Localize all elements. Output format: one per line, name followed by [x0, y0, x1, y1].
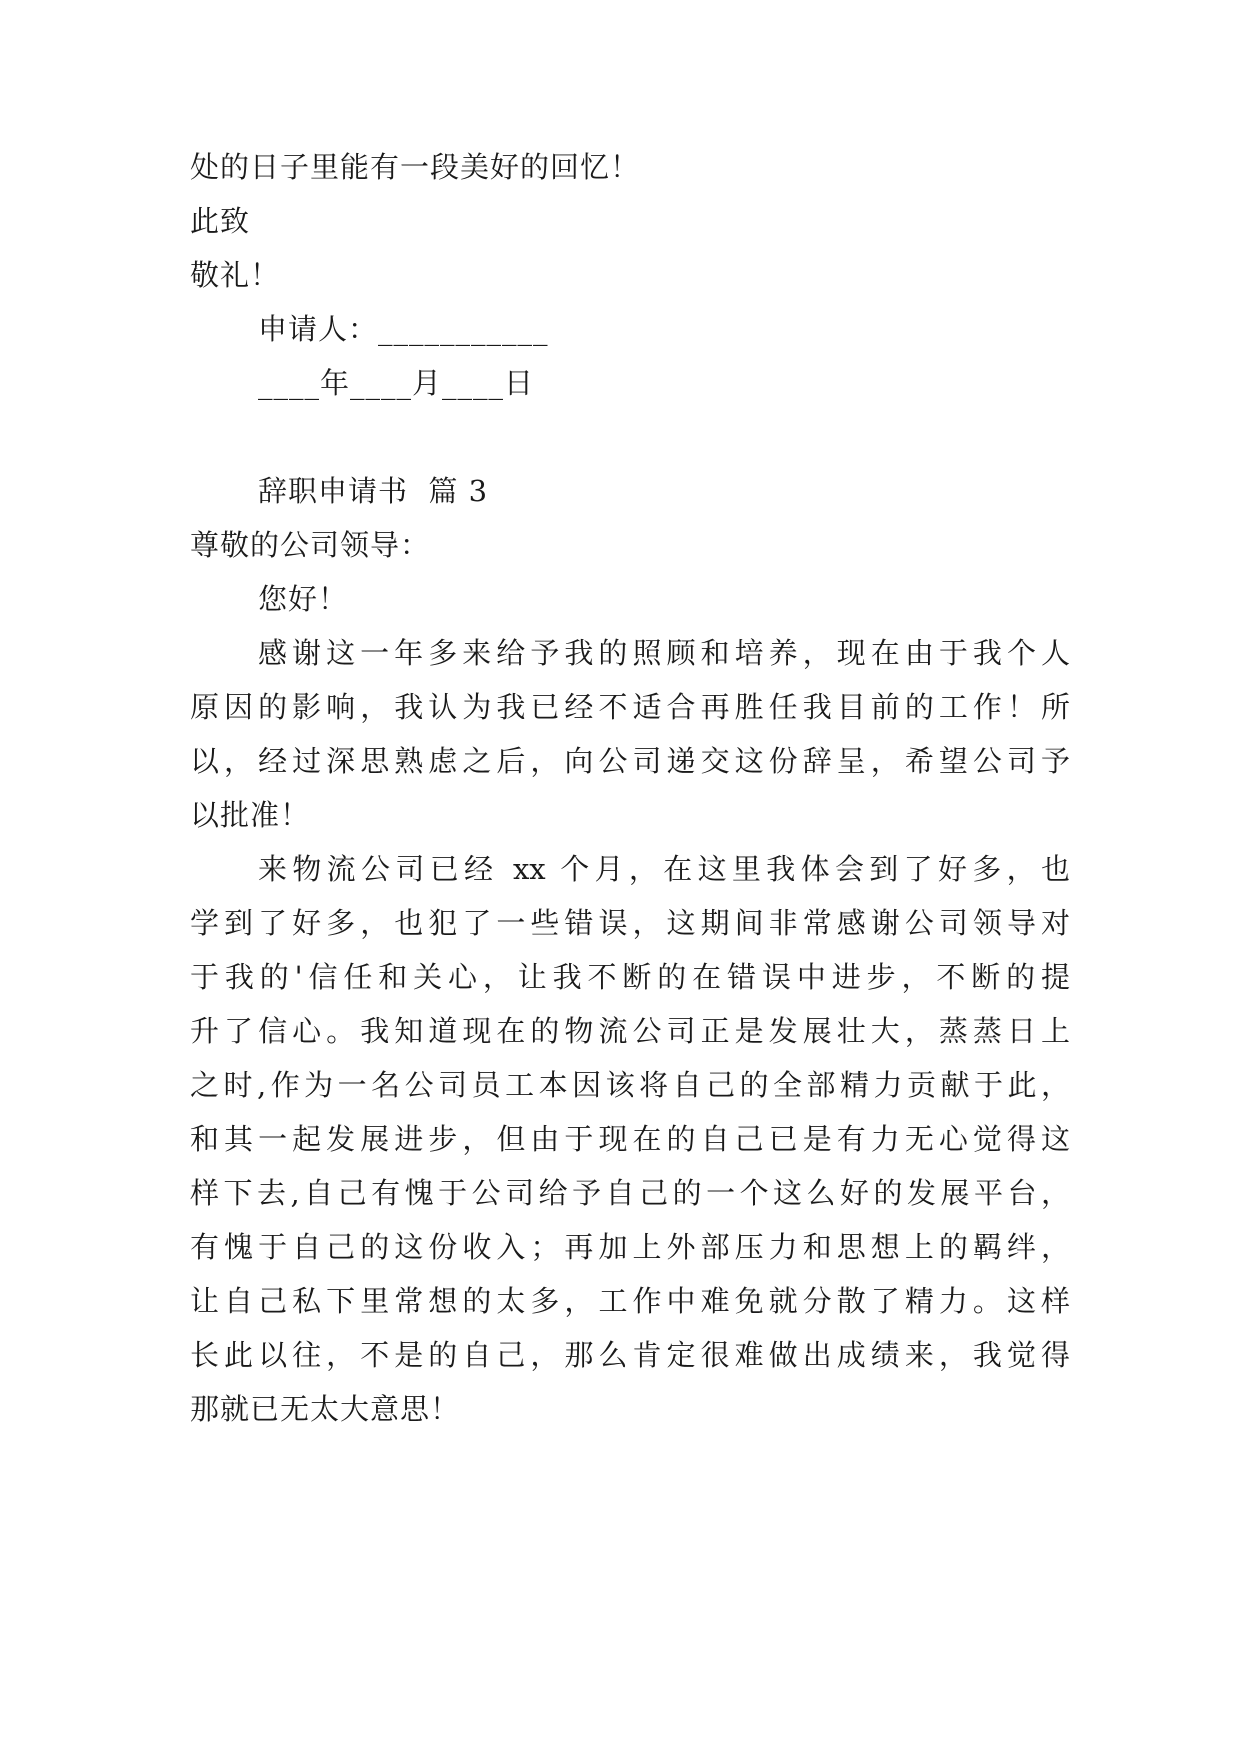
applicant-signature-line: 申请人：___________ [258, 312, 549, 346]
section-heading: 辞职申请书 篇 3 [258, 474, 489, 508]
paragraph-2-line: 于我的'信任和关心，让我不断的在错误中进步，不断的提 [190, 960, 1070, 994]
paragraph-2-line: 样下去,自己有愧于公司给予自己的一个这么好的发展平台， [190, 1176, 1070, 1210]
paragraph-2-line: 和其一起发展进步，但由于现在的自己已是有力无心觉得这 [190, 1122, 1070, 1156]
paragraph-2-line: 有愧于自己的这份收入；再加上外部压力和思想上的羁绊， [190, 1230, 1070, 1264]
paragraph-2-line: 长此以往，不是的自己，那么肯定很难做出成绩来，我觉得 [190, 1338, 1070, 1372]
paragraph-1-line: 以批准！ [190, 798, 311, 832]
paragraph-2-line: 学到了好多，也犯了一些错误，这期间非常感谢公司领导对 [190, 906, 1070, 940]
salutation-line-1: 此致 [190, 204, 251, 238]
paragraph-2-line: 那就已无太大意思！ [190, 1392, 461, 1426]
paragraph-2-line: 来物流公司已经 xx 个月，在这里我体会到了好多，也 [258, 852, 1070, 886]
paragraph-1-line: 原因的影响，我认为我已经不适合再胜任我目前的工作！所 [190, 690, 1070, 724]
paragraph-1-line: 感谢这一年多来给予我的照顾和培养，现在由于我个人 [258, 636, 1070, 670]
paragraph-2-line: 让自己私下里常想的太多，工作中难免就分散了精力。这样 [190, 1284, 1070, 1318]
date-line: ____年____月____日 [258, 366, 535, 400]
closing-line: 处的日子里能有一段美好的回忆！ [190, 150, 641, 184]
addressee-line: 尊敬的公司领导： [190, 528, 431, 562]
salutation-line-2: 敬礼！ [190, 258, 281, 292]
paragraph-2-line: 之时,作为一名公司员工本因该将自己的全部精力贡献于此， [190, 1068, 1070, 1102]
paragraph-1-line: 以，经过深思熟虑之后，向公司递交这份辞呈，希望公司予 [190, 744, 1070, 778]
greeting-line: 您好！ [258, 582, 349, 616]
paragraph-2-line: 升了信心。我知道现在的物流公司正是发展壮大，蒸蒸日上 [190, 1014, 1070, 1048]
